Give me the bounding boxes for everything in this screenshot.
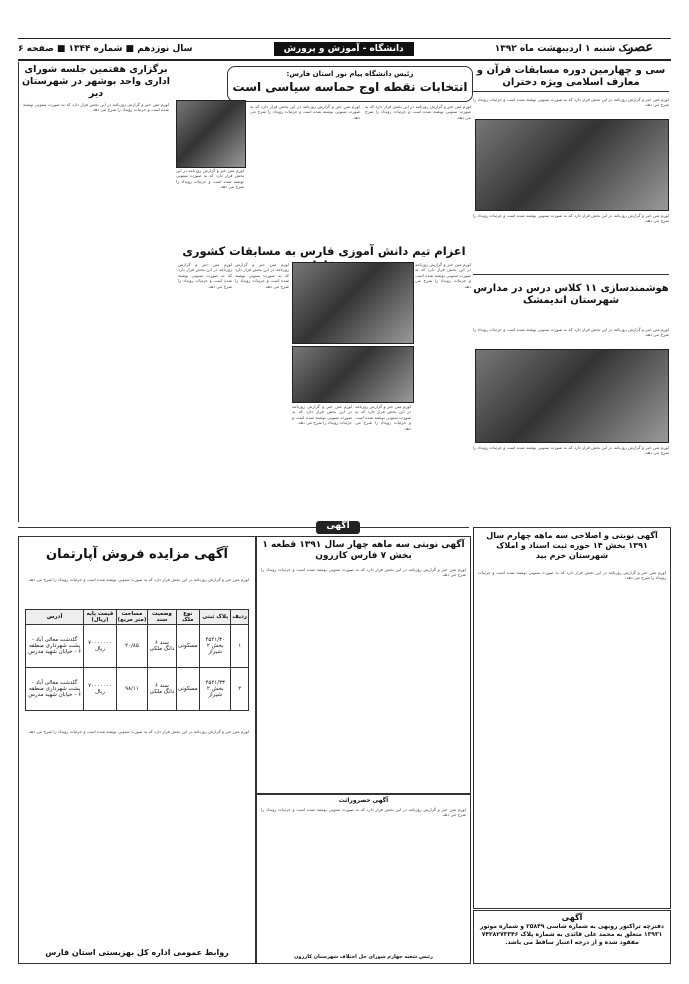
ad-lost-tractor-booklet (473, 910, 671, 964)
table-cell: ۴۵۲۱/۳۳ بخش ۲ شیراز (200, 668, 231, 711)
table-cell: ۱ (231, 625, 249, 668)
election-body-col-3: لورم متن خبر و گزارش روزنامه در این بخش قرار دارد که به صورت ستونی نوشته شده است و جزئیات رویداد را شرح می دهد. (176, 168, 244, 190)
table-cell: ۷۰۰۰۰۰۰۰ ریال (84, 625, 116, 668)
table-cell: مسکونی (176, 625, 200, 668)
ad-body: لورم متن خبر و گزارش روزنامه در این بخش قرار دارد که به صورت ستونی نوشته شده است و جزئیات رویداد را شرح می دهد. (261, 567, 466, 578)
table-cell: گلدشت معالی آباد - پشت شهرداری منطقه ۶ - خیابان شهید مدرس (26, 668, 84, 711)
article-title: برگزاری هفتمین جلسه شورای اداری واحد بوشهر در شهرستان دیر (21, 64, 171, 99)
fava-photo-1 (292, 262, 414, 344)
election-body-col-1: لورم متن خبر و گزارش روزنامه در این بخش قرار دارد که به صورت ستونی نوشته شده است و جزئیات رویداد را شرح می دهد. (365, 104, 471, 120)
header-date: یک شنبه ۱ اردیبهشت ماه ۱۳۹۲ (494, 44, 631, 54)
table-cell: سند ۶ دانگ ملکی (148, 668, 176, 711)
fava-body-col-5: لورم متن خبر و گزارش روزنامه در این بخش قرار دارد که به صورت ستونی نوشته شده است و جزئیات رویداد را شرح می دهد. (235, 262, 289, 289)
fava-body-col-3: لورم متن خبر و گزارش روزنامه در این بخش قرار دارد که به صورت ستونی نوشته شده است و جزئیات رویداد را شرح می دهد. (292, 404, 352, 426)
fava-body-col-6: لورم متن خبر و گزارش روزنامه در این بخش قرار دارد که به صورت ستونی نوشته شده است و جزئیات رویداد را شرح می دهد. (178, 262, 232, 289)
fava-body-col-1: لورم متن خبر و گزارش روزنامه در این بخش قرار دارد که به صورت ستونی نوشته شده است و جزئیات رویداد را شرح می دهد. (415, 262, 471, 289)
ad-title: آگهی مزایده فروش آپارتمان (46, 547, 228, 562)
ad-title: آگهی نوبتی و اصلاحی سه ماهه چهارم سال ۱۳۹۱ بخش ۱۴ حوزه ثبت اسناد و املاک شهرستان خرم بید (486, 531, 658, 560)
article-election (227, 66, 473, 102)
table-header: نوع ملک (176, 610, 200, 625)
article-bushehr-council (18, 62, 173, 522)
table-cell: گلدشت معالی آباد - پشت شهرداری منطقه ۶ - خیابان شهید مدرس (26, 625, 84, 668)
fava-photo-2 (292, 346, 414, 403)
table-row (26, 668, 249, 711)
newspaper-logo: عصر (627, 40, 654, 55)
article-title: سی و چهارمین دوره مسابقات قرآن و معارف اسلامی ویژه دختران (473, 65, 669, 92)
table-cell: ۴۵۲۱/۳۰ بخش ۲ شیراز (200, 625, 231, 668)
ad-kazeroun (256, 536, 471, 794)
table-cell: ۲ (231, 668, 249, 711)
ad-body: لورم متن خبر و گزارش روزنامه در این بخش قرار دارد که به صورت ستونی نوشته شده است و جزئیات رویداد را شرح می دهد. (261, 807, 466, 818)
ad-body: دفترچه تراکتور روبهی به شماره شاسی ۲۵۸۴۹ و شماره موتور ۱۳۹۳۱ متعلق به محمد علی قائدی به شماره پلاک ۷۴۲۸۲۷۳۳۴۶ مفقود شده و از درجه اعتبار ساقط می باشد. (480, 923, 664, 946)
article-kicker: رئیس دانشگاه پیام نور استان فارس: (286, 70, 414, 78)
article-body-2: لورم متن خبر و گزارش روزنامه در این بخش قرار دارد که به صورت ستونی نوشته شده است و جزئیات رویداد را شرح می دهد. (473, 445, 669, 456)
article-andimeshk (473, 274, 669, 525)
article-photo (475, 349, 669, 443)
ad-terms: لورم متن خبر و گزارش روزنامه در این بخش قرار دارد که به صورت ستونی نوشته شده است و جزئیات رویداد را شرح می دهد. (27, 729, 249, 734)
header-section: دانشگاه - آموزش و پرورش (274, 42, 414, 56)
table-row (26, 625, 249, 668)
election-body-col-2: لورم متن خبر و گزارش روزنامه در این بخش قرار دارد که به صورت ستونی نوشته شده است و جزئیات رویداد را شرح می دهد. (250, 104, 360, 120)
header-page-info: سال نوزدهم ■ شماره ۱۳۴۴ ■ صفحه ۶ (18, 44, 193, 54)
article-body: لورم متن خبر و گزارش روزنامه در این بخش قرار دارد که به صورت ستونی نوشته شده است و جزئیات رویداد را شرح می دهد. (473, 97, 669, 108)
ad-khorrambid (473, 527, 671, 909)
ad-title: آگهی (561, 913, 583, 922)
fava-body-col-4: لورم متن خبر و گزارش روزنامه در این بخش قرار دارد که به صورت ستونی نوشته شده است و جزئیات رویداد را شرح می دهد. (355, 404, 411, 431)
auction-table (25, 609, 249, 711)
table-header: مساحت (متر مربع) (117, 611, 147, 623)
election-photo (176, 100, 246, 168)
table-cell: مسکونی (176, 668, 200, 711)
table-cell: ۲۰/۸۵ (116, 625, 148, 668)
table-header: وضعیت سند (148, 610, 176, 625)
ads-section-label: آگهی (316, 521, 360, 534)
ad-signoff: رئیس شعبه چهارم شورای حل اختلاف شهرستان کازرون (294, 954, 433, 960)
ad-inheritance (256, 794, 471, 964)
table-header: آدرس (26, 610, 84, 625)
article-fava-title: اعزام تیم دانش آموزی فارس به مسابقات کشوری (182, 244, 466, 258)
table-cell: ۷۰۰۰۰۰۰۰ ریال (84, 668, 116, 711)
ad-title: آگهی حصروراثت (338, 797, 389, 804)
table-cell: سند ۶ دانگ ملکی (148, 625, 176, 668)
table-header: قیمت پایه (ریال) (84, 610, 116, 625)
table-header: پلاک ثبتی (200, 610, 231, 625)
ad-footer: روابط عمومی اداره کل بهزیستی استان فارس (45, 948, 229, 957)
ad-body: لورم متن خبر و گزارش روزنامه در این بخش قرار دارد که به صورت ستونی نوشته شده است و جزئیات رویداد را شرح می دهد. (478, 570, 666, 581)
table-header: ردیف (231, 610, 249, 625)
table-cell: ۹۸/۱۱ (116, 668, 148, 711)
ad-intro: لورم متن خبر و گزارش روزنامه در این بخش قرار دارد که به صورت ستونی نوشته شده است و جزئیات رویداد را شرح می دهد. (27, 577, 249, 582)
article-quran-contest (473, 63, 669, 271)
article-title: هوشمندسازی ۱۱ کلاس درس در مدارس شهرستان اندیمشک (473, 283, 669, 306)
page-header (18, 38, 671, 61)
ad-title: آگهی نوبتی سه ماهه چهار سال ۱۳۹۱ قطعه ۱ بخش ۷ فارس کازرون (262, 540, 465, 561)
section-rule (18, 527, 469, 528)
article-title: انتخابات نقطه اوج حماسه سیاسی است (232, 80, 468, 94)
article-body: لورم متن خبر و گزارش روزنامه در این بخش قرار دارد که به صورت ستونی نوشته شده است و جزئیات رویداد را شرح می دهد. (23, 102, 169, 113)
article-body-2: لورم متن خبر و گزارش روزنامه در این بخش قرار دارد که به صورت ستونی نوشته شده است و جزئیات رویداد را شرح می دهد. (473, 213, 669, 224)
ad-apartment-auction (18, 536, 256, 964)
article-body: لورم متن خبر و گزارش روزنامه در این بخش قرار دارد که به صورت ستونی نوشته شده است و جزئیات رویداد را شرح می دهد. (473, 327, 669, 338)
article-photo (475, 119, 669, 211)
